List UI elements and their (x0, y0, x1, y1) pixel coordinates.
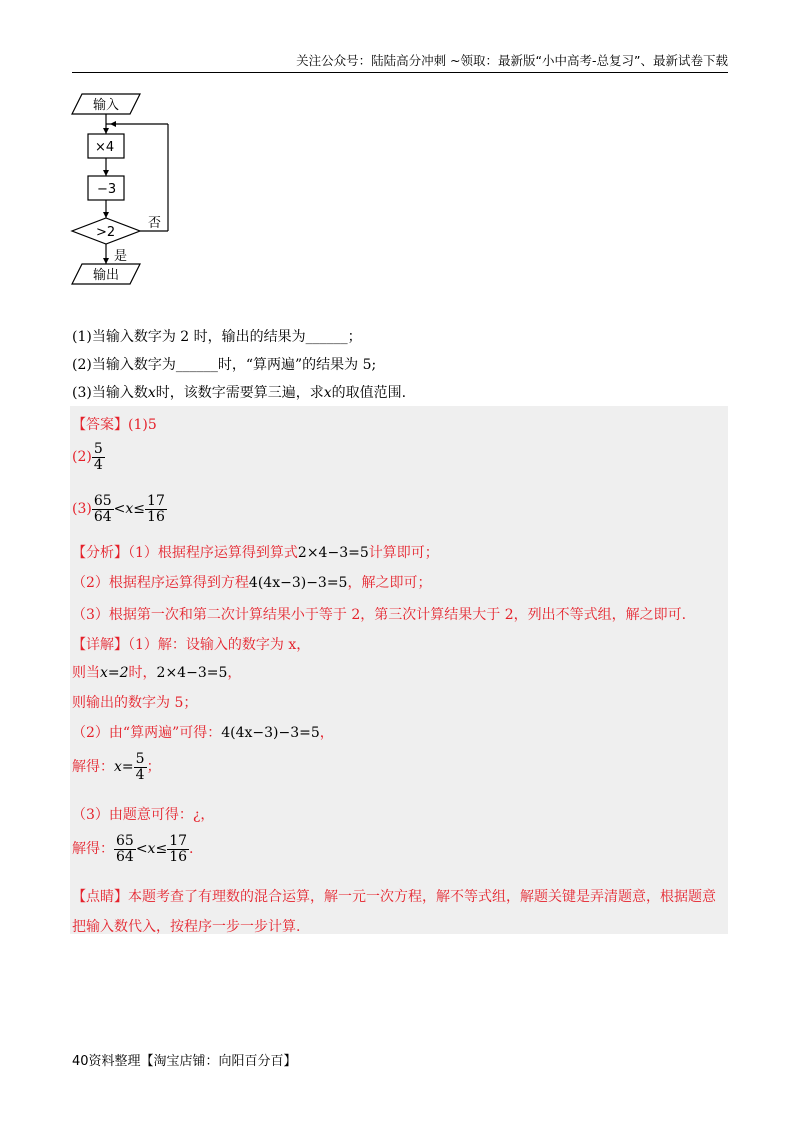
detail-line-5: 解得：x= $\frac{5}{4}$ ； (72, 751, 161, 783)
analysis-line-2: （2）根据程序运算得到方程4(4x−3)−3=5，解之即可； (72, 575, 432, 591)
answer-line-3: (3) $\frac{65}{64}$ <x≤ $\frac{17}{16}$ (72, 493, 165, 525)
input-label: 输入 (93, 98, 120, 113)
answer-line-1: 【答案】(1)5 (72, 417, 157, 433)
detail-line-1: 【详解】（1）解：设输入的数字为 x， (72, 637, 311, 653)
detail-line-6: （3）由题意可得：¿， (72, 807, 215, 823)
subtract-label: −3 (97, 182, 117, 197)
no-label: 否 (148, 216, 162, 231)
page-number: 40 (72, 1054, 89, 1069)
analysis-line-3: （3）根据第一次和第二次计算结果小于等于 2，第三次计算结果大于 2，列出不等式组，解之即可. (72, 607, 687, 623)
answer-line-2: (2) $\frac{5}{4}$ (72, 441, 103, 473)
condition-label: >2 (96, 225, 116, 240)
detail-line-4: （2）由“算两遍”可得：4(4x−3)−3=5， (72, 725, 334, 741)
comment-line-1: 【点睛】本题考查了有理数的混合运算，解一元一次方程，解不等式组，解题关键是弄清题意，根据题意 (72, 889, 716, 905)
detail-line-7: 解得： $\frac{65}{64}$ <x≤ $\frac{17}{16}$ . (72, 833, 194, 865)
multiply-label: ×4 (95, 140, 115, 155)
question-1: (1)当输入数字为 2 时，输出的结果为______； (72, 329, 362, 345)
page-footer (72, 1050, 297, 1069)
question-3: (3)当输入数x时，该数字需要算三遍，求x的取值范围. (72, 385, 407, 401)
flowchart (68, 88, 188, 298)
comment-line-2: 把输入数代入，按程序一步一步计算. (72, 919, 301, 935)
detail-line-3: 则输出的数字为 5； (72, 695, 198, 711)
question-2: (2)当输入数字为______时，“算两遍”的结果为 5; (72, 357, 377, 373)
analysis-line-1: 【分析】（1）根据程序运算得到算式2×4−3=5计算即可； (72, 545, 439, 561)
output-label: 输出 (93, 268, 120, 283)
yes-label: 是 (114, 249, 128, 264)
page-header: 关注公众号：陆陆高分冲刺 ~领取：最新版“小中高考-总复习”、最新试卷下载 (72, 52, 728, 73)
footer-text: 资料整理【淘宝店铺：向阳百分百】 (88, 1054, 297, 1069)
detail-line-2: 则当x=2时，2×4−3=5， (72, 665, 242, 681)
